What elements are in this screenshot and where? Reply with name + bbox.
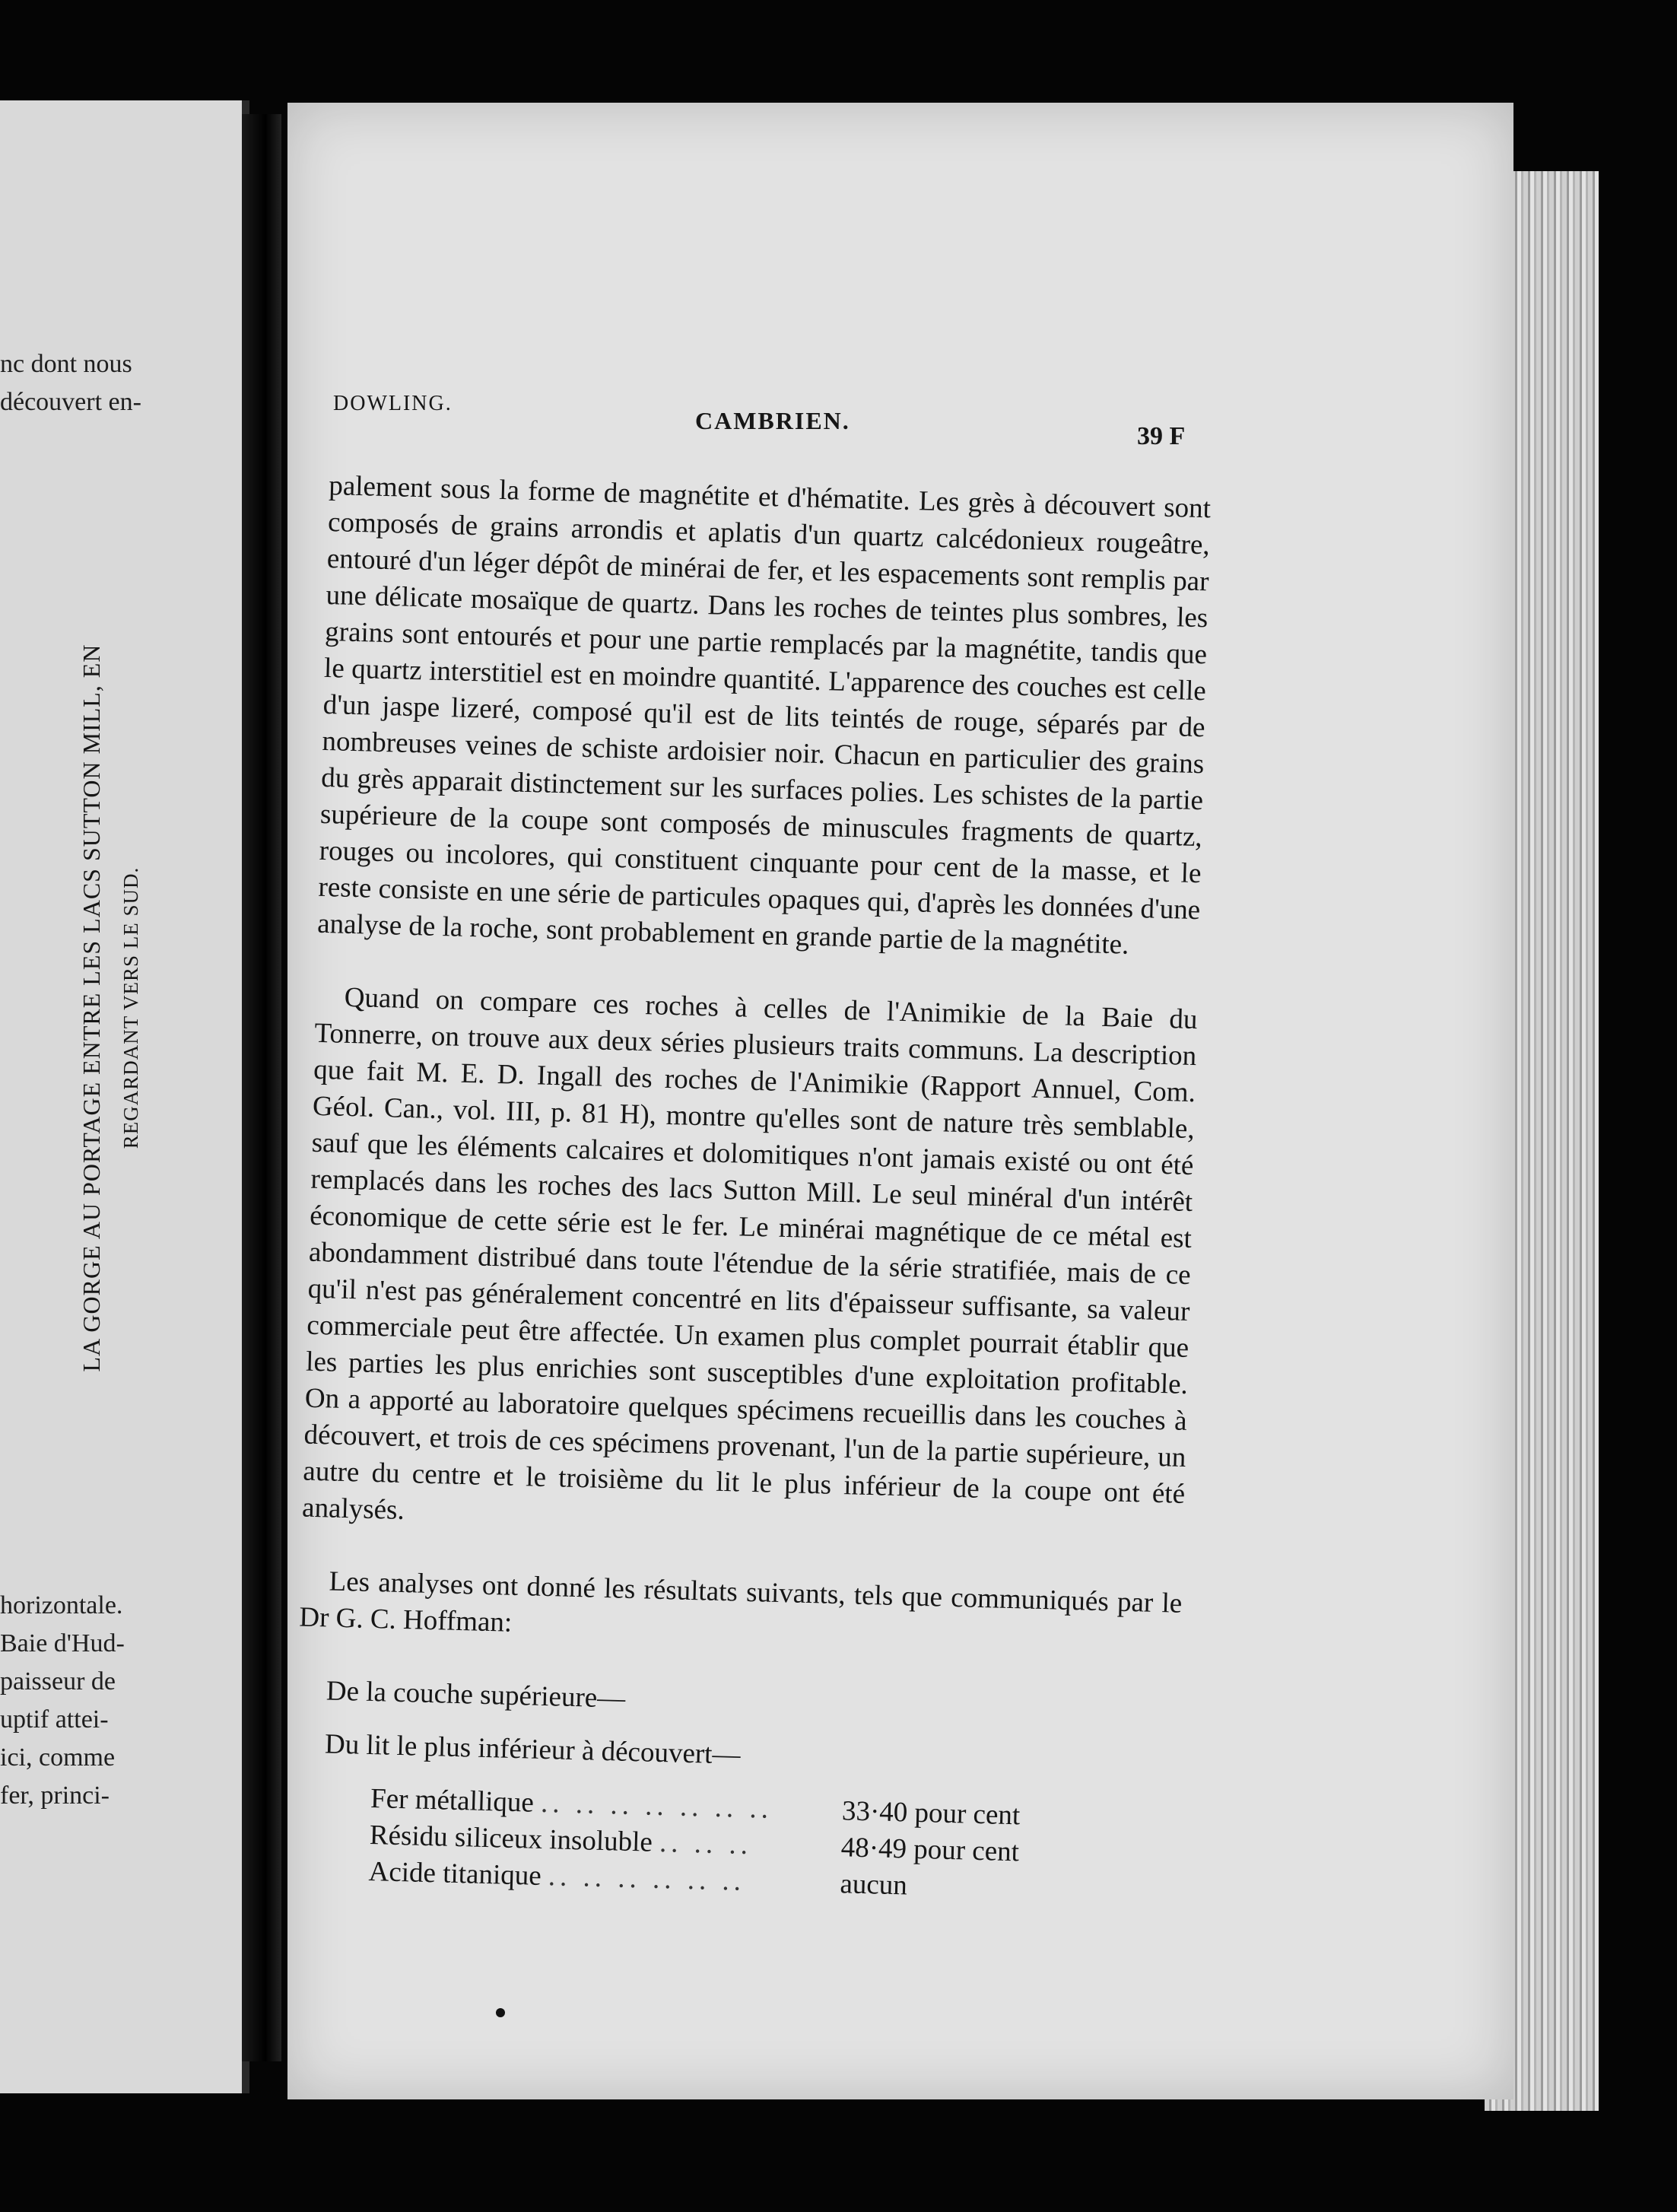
analysis-label: Fer métallique <box>370 1783 535 1819</box>
analysis-label: Résidu siliceux insoluble <box>369 1819 653 1858</box>
running-section-title: CAMBRIEN. <box>695 407 850 434</box>
analysis-table <box>368 1781 1021 1907</box>
right-page <box>287 103 1513 2099</box>
paragraph: Les analyses ont donné les résultats suivants, tels que communiqués par le Dr G. C. Hoffman: <box>298 1565 1183 1638</box>
page-number: 39 F <box>1137 422 1186 450</box>
analysis-value: 33·40 pour cent <box>841 1795 1021 1832</box>
analysis-subheading: Du lit le plus inférieur à découvert— <box>324 1728 742 1771</box>
left-edge-line: ici, comme <box>0 1743 116 1772</box>
left-edge-line: découvert en- <box>0 388 141 416</box>
left-edge-line: nc dont nous <box>0 350 132 378</box>
plate-caption-line: REGARDANT VERS LE SUD. <box>119 866 142 1149</box>
table-row: Acide titanique .. .. .. .. .. .. aucun <box>368 1854 1018 1907</box>
analysis-value: aucun <box>839 1868 908 1902</box>
analysis-subheading: De la couche supérieure— <box>326 1675 626 1715</box>
left-edge-line: fer, princi- <box>0 1781 110 1810</box>
left-page <box>0 100 249 2093</box>
left-edge-line: horizontale. <box>0 1591 123 1619</box>
table-row: Résidu siliceux insoluble .. .. .. 48·49 pour cent <box>369 1817 1019 1870</box>
plate-caption <box>78 644 143 1372</box>
running-author: DOWLING. <box>333 392 453 415</box>
left-edge-line: uptif attei- <box>0 1705 109 1734</box>
paragraph: Quand on compare ces roches à celles de l'Animikie de la Baie du Tonnerre, on trouve aux deux séries plusieurs traits communs. La description que fait M. E. D. Ingall des roches de l'Animikie (Rapport Annuel, Com. Géol. Can., vol. III, p. 81 H), montre qu'elles sont de nature très semblable, sauf que les éléments calcaires et dolomitiques n'ont jamais existé ou ont été remplacés dans les roches des lacs Sutton Mill. Le seul minéral d'un intérêt économique de cette série est le fer. Le minérai magnétique de ce métal est abondamment distribué dans toute l'étendue de la série stratifiée, mais de ce qu'il n'est pas généralement concentré en lits d'épaisseur suffisante, sa valeur commerciale peut être affectée. Un examen plus complet pourrait établir que les parties les plus enrichies sont susceptibles d'une exploitation profitable. On a apporté au laboratoire quelques spécimens recueillis dans les couches à découvert, et trois de ces spécimens provenant, l'un de la partie supérieure, un autre du centre et le troisième du lit le plus inférieur de la coupe ont été analysés. <box>301 981 1198 1527</box>
plate-caption-line: LA GORGE AU PORTAGE ENTRE LES LACS SUTTON MILL, EN <box>78 644 105 1372</box>
left-edge-line: paisseur de <box>0 1667 116 1696</box>
table-row: Fer métallique .. .. .. .. .. .. .. 33·40 pour cent <box>370 1781 1021 1834</box>
left-edge-line: Baie d'Hud- <box>0 1629 125 1657</box>
analysis-value: 48·49 pour cent <box>840 1832 1020 1868</box>
body-text <box>292 468 1212 1912</box>
ink-speck <box>496 2008 505 2017</box>
running-header <box>287 392 1513 450</box>
book-gutter <box>242 114 281 2061</box>
analysis-label: Acide titanique <box>368 1855 542 1892</box>
paragraph: palement sous la forme de magnétite et d'hématite. Les grès à découvert sont composés de grains arrondis et aplatis d'un quartz calcédonieux rougeâtre, entouré d'un léger dépôt de minérai de fer, et les espacements sont remplis par une délicate mosaïque de quartz. Dans les roches de teintes plus sombres, les grains sont entourés et pour une partie remplacés par la magnétite, tandis que le quartz interstitiel est en moindre quantité. L'apparence des couches est celle d'un jaspe lizeré, composé qu'il est de lits teintés de rouge, séparés par de nombreuses veines de schiste ardoisier noir. Chacun en particulier des grains du grès apparait distinctement sur les surfaces polies. Les schistes de la partie supérieure de la coupe sont composés de minuscules fragments de quartz, rouges ou incolores, qui constituent cinquante pour cent de la masse, et le reste consiste en une série de particules opaques qui, d'après les données d'une analyse de la roche, sont probablement en grande partie de la magnétite. <box>316 469 1212 961</box>
